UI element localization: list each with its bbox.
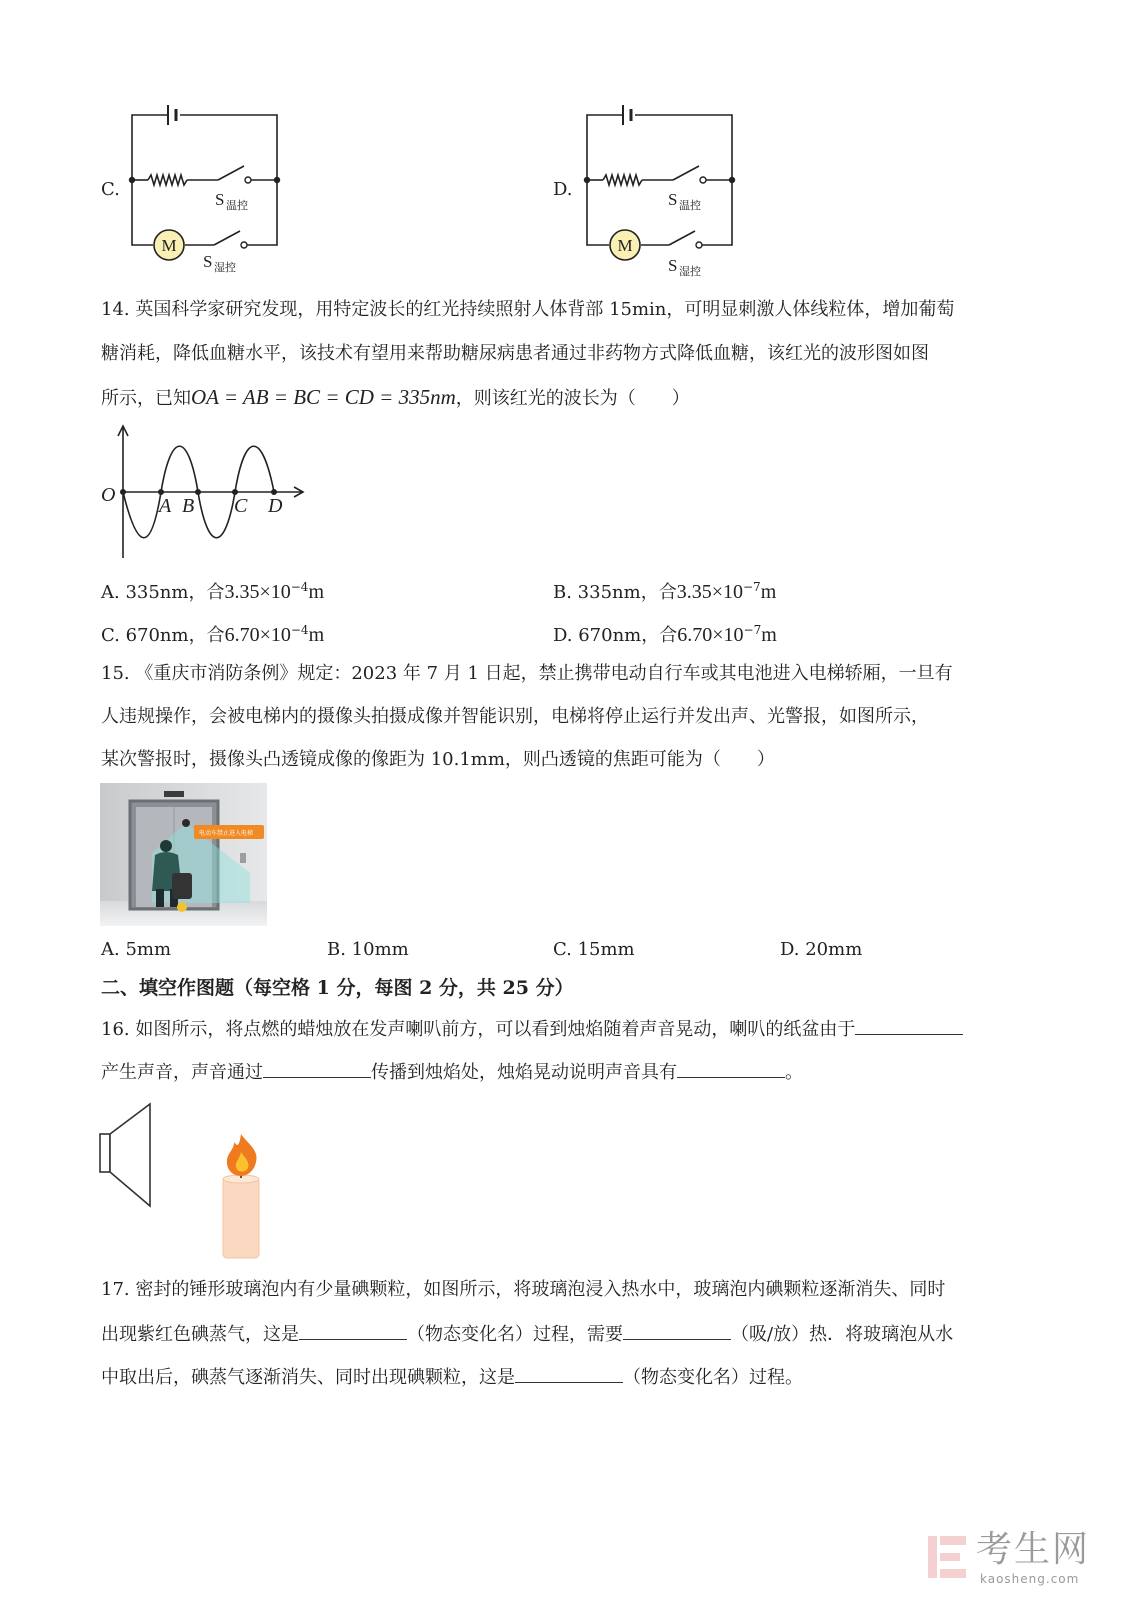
circuit-diagram-c — [120, 95, 295, 280]
q14-option-d[interactable]: D. 670nm，合$6.70\times 10^{-7}m$ — [553, 623, 777, 646]
q17-text-line1: 17. 密封的锤形玻璃泡内有少量碘颗粒，如图所示，将玻璃泡浸入热水中，玻璃泡内碘颗粒逐渐消失、同时 — [101, 1279, 946, 1300]
svg-text:湿控: 湿控 — [214, 261, 236, 274]
q15-text-line3: 某次警报时，摄像头凸透镜成像的像距为 10.1mm，则凸透镜的焦距可能为（ ） — [101, 749, 775, 770]
q16-blank-2[interactable] — [263, 1059, 371, 1078]
photo-sign-text: 电动车禁止进入电梯 — [199, 830, 254, 837]
q14-text-line2: 糖消耗，降低血糖水平，该技术有望用来帮助糖尿病患者通过非药物方式降低血糖，该红光的波形图如图 — [101, 343, 929, 364]
watermark — [926, 1528, 1126, 1592]
watermark-logo-icon — [926, 1532, 970, 1582]
svg-text:温控: 温控 — [226, 199, 248, 212]
q16-blank-1[interactable] — [855, 1016, 963, 1035]
graph-label-b: B — [182, 495, 195, 517]
motor-label: M — [161, 236, 177, 255]
speaker-icon — [100, 1104, 150, 1206]
switch-label-temp: S — [668, 190, 678, 209]
switch-label-humid: S — [203, 252, 213, 271]
q14-option-b[interactable]: B. 335nm，合$3.35\times 10^{-7}m$ — [553, 580, 777, 603]
q15-option-d[interactable]: D. 20mm — [780, 939, 863, 960]
graph-label-a: A — [159, 495, 172, 517]
option-c-label: C. — [101, 179, 120, 200]
q15-text-line2: 人违规操作，会被电梯内的摄像头拍摄成像并智能识别，电梯将停止运行并发出声、光警报，如图所示， — [101, 706, 929, 727]
q16-text-line2: 产生声音，声音通过 传播到烛焰处，烛焰晃动说明声音具有 。 — [101, 1059, 803, 1085]
q17-text-line3: 中取出后，碘蒸气逐渐消失、同时出现碘颗粒，这是 （物态变化名）过程。 — [101, 1364, 803, 1390]
waveform-graph — [98, 420, 313, 562]
elevator-camera-photo — [100, 783, 267, 926]
q14-text-line1: 14. 英国科学家研究发现，用特定波长的红光持续照射人体背部 15min，可明显刺激人体线粒体，增加葡萄 — [101, 299, 955, 320]
q15-text-line1: 15. 《重庆市消防条例》规定：2023 年 7 月 1 日起，禁止携带电动自行车或其电池进入电梯轿厢，一旦有 — [101, 663, 953, 684]
q14-formula: OA = AB = BC = CD = 335nm — [191, 385, 456, 409]
speaker-candle-figure — [96, 1100, 276, 1262]
section-heading: 二、填空作图题（每空格 1 分，每图 2 分，共 25 分） — [101, 977, 574, 999]
graph-label-o: O — [101, 484, 116, 506]
watermark-brand: 考生网 — [976, 1529, 1091, 1570]
q15-option-a[interactable]: A. 5mm — [101, 939, 172, 960]
q16-text-line1: 16. 如图所示，将点燃的蜡烛放在发声喇叭前方，可以看到烛焰随着声音晃动，喇叭的纸盆由于 — [101, 1016, 963, 1042]
svg-text:温控: 温控 — [679, 199, 701, 212]
candle-icon — [223, 1134, 259, 1258]
q15-option-b[interactable]: B. 10mm — [327, 939, 409, 960]
q16-blank-3[interactable] — [677, 1059, 785, 1078]
watermark-domain: kaosheng.com — [980, 1572, 1080, 1586]
q17-blank-2[interactable] — [623, 1321, 731, 1340]
graph-label-c: C — [234, 495, 248, 517]
q17-blank-3[interactable] — [515, 1364, 623, 1383]
svg-text:湿控: 湿控 — [679, 265, 701, 278]
switch-label-humid: S — [668, 256, 678, 275]
q17-blank-1[interactable] — [299, 1321, 407, 1340]
q14-option-a[interactable]: A. 335nm，合$3.35\times 10^{-4}m$ — [101, 580, 325, 603]
q14-option-c[interactable]: C. 670nm，合$6.70\times 10^{-4}m$ — [101, 623, 325, 646]
q15-option-c[interactable]: C. 15mm — [553, 939, 635, 960]
q17-text-line2: 出现紫红色碘蒸气，这是 （物态变化名）过程，需要 （吸/放）热．将玻璃泡从水 — [101, 1321, 953, 1347]
option-d-label: D. — [553, 179, 573, 200]
motor-label: M — [617, 236, 633, 255]
circuit-diagram-d — [575, 95, 750, 280]
switch-label-temp: S — [215, 190, 225, 209]
q14-text-line3: 所示，已知OA = AB = BC = CD = 335nm，则该红光的波长为（ ） — [101, 385, 690, 409]
graph-label-d: D — [268, 495, 283, 517]
